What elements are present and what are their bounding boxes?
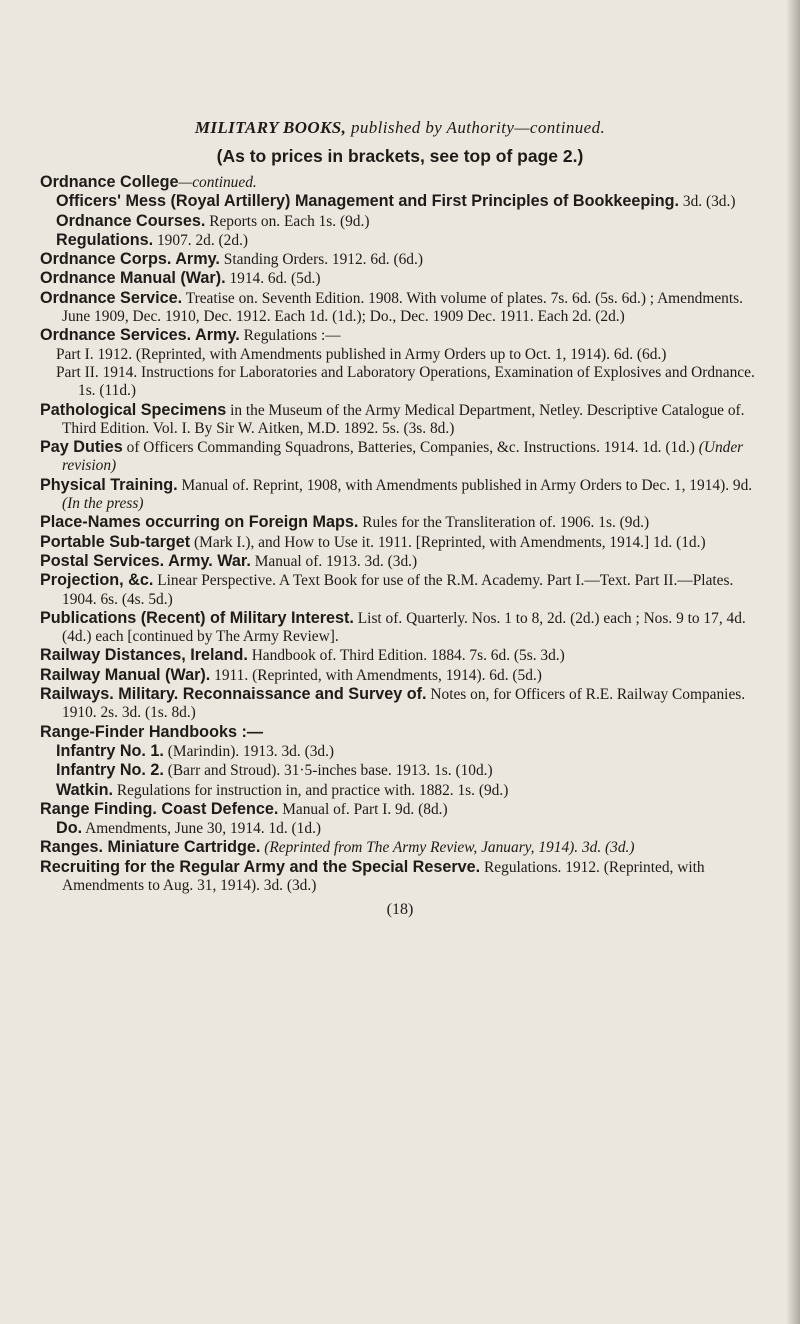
entry-status: (In the press) [62,495,144,513]
entry-title: Infantry No. 2. [56,761,164,780]
price-note: (As to prices in brackets, see top of page 2.) [216,146,584,166]
header-continued: —continued. [514,118,606,137]
catalogue-entry [40,364,760,401]
catalogue-entries [40,173,760,895]
entry-body: Part II. 1914. Instructions for Laboratories and Laboratory Operations, Examination of Explosives and Ordnance. 1s. (11d.) [56,363,755,400]
entry-title: Watkin. [56,780,113,799]
entry-title: Ordnance Courses. [56,211,206,230]
entry-body: Manual of. 1913. 3d. (3d.) [250,552,418,570]
catalogue-entry [40,571,760,609]
entry-body: Amendments, June 30, 1914. 1d. (1d.) [82,820,322,838]
page-edge-shadow [786,0,800,1324]
entry-title: Pathological Specimens [40,400,227,419]
entry-title: Projection, &c. [40,571,154,590]
catalogue-entry [40,858,760,896]
entry-title: Ordnance Service. [40,288,183,307]
entry-title: Officers' Mess (Royal Artillery) Management and First Principles of Bookkeeping. [56,192,680,211]
catalogue-entry [40,800,760,819]
entry-body: Handbook of. Third Edition. 1884. 7s. 6d. (5s. 3d.) [247,647,565,665]
entry-body: 1907. 2d. (2d.) [153,231,249,249]
entry-body: Rules for the Transliteration of. 1906. 1s. (9d.) [358,514,650,532]
entry-body: Linear Perspective. A Text Book for use of the R.M. Academy. Part I.—Text. Part II.—Plates. 1904. 6s. (4s. 5d.) [62,572,734,608]
catalogue-entry [40,646,760,665]
entry-body: 1911. (Reprinted, with Amendments, 1914). 6d. (5d.) [210,666,542,684]
catalogue-entry [40,231,760,250]
entry-title: Regulations. [56,230,154,249]
catalogue-entry [40,438,760,476]
entry-title: Publications (Recent) of Military Interest. [40,608,354,627]
entry-continued: —continued. [178,174,257,191]
entry-title: Pay Duties [40,438,123,457]
entry-title: Range-Finder Handbooks :— [40,722,264,741]
entry-title: Recruiting for the Regular Army and the Special Reserve. [40,857,481,876]
catalogue-entry [40,289,760,327]
entry-title: Ordnance Services. Army. [40,326,240,345]
entry-body: (Barr and Stroud). 31·5-inches base. 1913. 1s. (10d.) [163,762,493,780]
entry-body: Regulations :— [239,327,341,345]
catalogue-entry [40,723,760,742]
entry-body: (Mark I.), and How to Use it. 1911. [Reprinted, with Amendments, 1914.] 1d. (1d.) [190,533,706,551]
running-header [40,118,760,138]
entry-body: of Officers Commanding Squadrons, Batteries, Companies, &c. Instructions. 1914. 1d. (1d.) [122,439,699,457]
catalogue-entry [40,346,760,364]
entry-body: Regulations for instruction in, and practice with. 1882. 1s. (9d.) [112,781,509,799]
header-title: MILITARY BOOKS, [194,118,347,137]
entry-title: Railways. Military. Reconnaissance and Survey of. [40,685,427,704]
entry-status: (Under revision) [62,439,744,475]
entry-body: 1914. 6d. (5d.) [225,270,321,288]
entry-title: Ranges. Miniature Cartridge. [40,838,261,857]
entry-title: Ordnance Corps. Army. [40,250,220,269]
entry-status: (Reprinted from The Army Review, January, 1914). 3d. (3d.) [264,839,635,857]
entry-title: Do. [56,819,83,838]
catalogue-entry [40,250,760,269]
header-subtitle: published by Authority [350,118,515,137]
catalogue-entry [40,513,760,532]
catalogue-entry [40,838,760,857]
entry-title: Infantry No. 1. [56,741,164,760]
catalogue-entry [40,819,760,838]
entry-body: Manual of. Part I. 9d. (8d.) [278,800,448,818]
catalogue-entry [40,742,760,761]
entry-title: Place-Names occurring on Foreign Maps. [40,513,359,532]
catalogue-entry [40,609,760,647]
catalogue-entry [40,685,760,723]
entry-body: Manual of. Reprint, 1908, with Amendments published in Army Orders to Dec. 1, 1914). 9d. [177,476,753,494]
catalogue-entry [40,173,760,192]
entry-title: Railway Distances, Ireland. [40,646,248,665]
catalogue-entry [40,192,760,211]
entry-body: Regulations. 1912. (Reprinted, with Amendments to Aug. 31, 1914). 3d. (3d.) [62,858,705,894]
entry-body: Treatise on. Seventh Edition. 1908. With volume of plates. 7s. 6d. (5s. 6d.) ; Amendments. June 1909, Dec. 1910, Dec. 1912. Each 1d. (1d.); Do., Dec. 1909 Dec. 1911. Each 2d. (2d.) [62,289,743,326]
catalogue-entry [40,326,760,345]
catalogue-entry [40,269,760,288]
catalogue-entry [40,781,760,800]
entry-title: Ordnance College [40,173,179,191]
entry-body: (Marindin). 1913. 3d. (3d.) [163,742,335,760]
entry-body: Standing Orders. 1912. 6d. (6d.) [219,251,423,269]
entry-title: Physical Training. [40,475,178,494]
catalogue-entry [40,401,760,439]
entry-title: Portable Sub-target [40,532,191,551]
catalogue-entry [40,666,760,685]
entry-title: Range Finding. Coast Defence. [40,799,279,818]
page-number: (18) [386,901,414,919]
entry-body: Reports on. Each 1s. (9d.) [205,212,370,230]
entry-body: Part I. 1912. (Reprinted, with Amendments published in Army Orders up to Oct. 1, 1914). 6d. (6d.) [56,345,667,363]
entry-title: Postal Services. Army. War. [40,551,251,570]
catalogue-entry [40,476,760,514]
entry-body: in the Museum of the Army Medical Department, Netley. Descriptive Catalogue of. Third Edition. Vol. I. By Sir W. Aitken, M.D. 1892. 5s. (3s. 8d.) [62,401,745,437]
catalogue-entry [40,761,760,780]
catalogue-entry [40,552,760,571]
entry-body: List of. Quarterly. Nos. 1 to 8, 2d. (2d.) each ; Nos. 9 to 17, 4d. (4d.) each [continued by The Army Review]. [62,609,746,646]
catalogue-entry [40,212,760,231]
entry-title: Ordnance Manual (War). [40,269,226,288]
catalogue-entry [40,533,760,552]
entry-body: Notes on, for Officers of R.E. Railway Companies. 1910. 2s. 3d. (1s. 8d.) [62,686,746,722]
entry-body: 3d. (3d.) [679,193,736,211]
entry-title: Railway Manual (War). [40,665,211,684]
